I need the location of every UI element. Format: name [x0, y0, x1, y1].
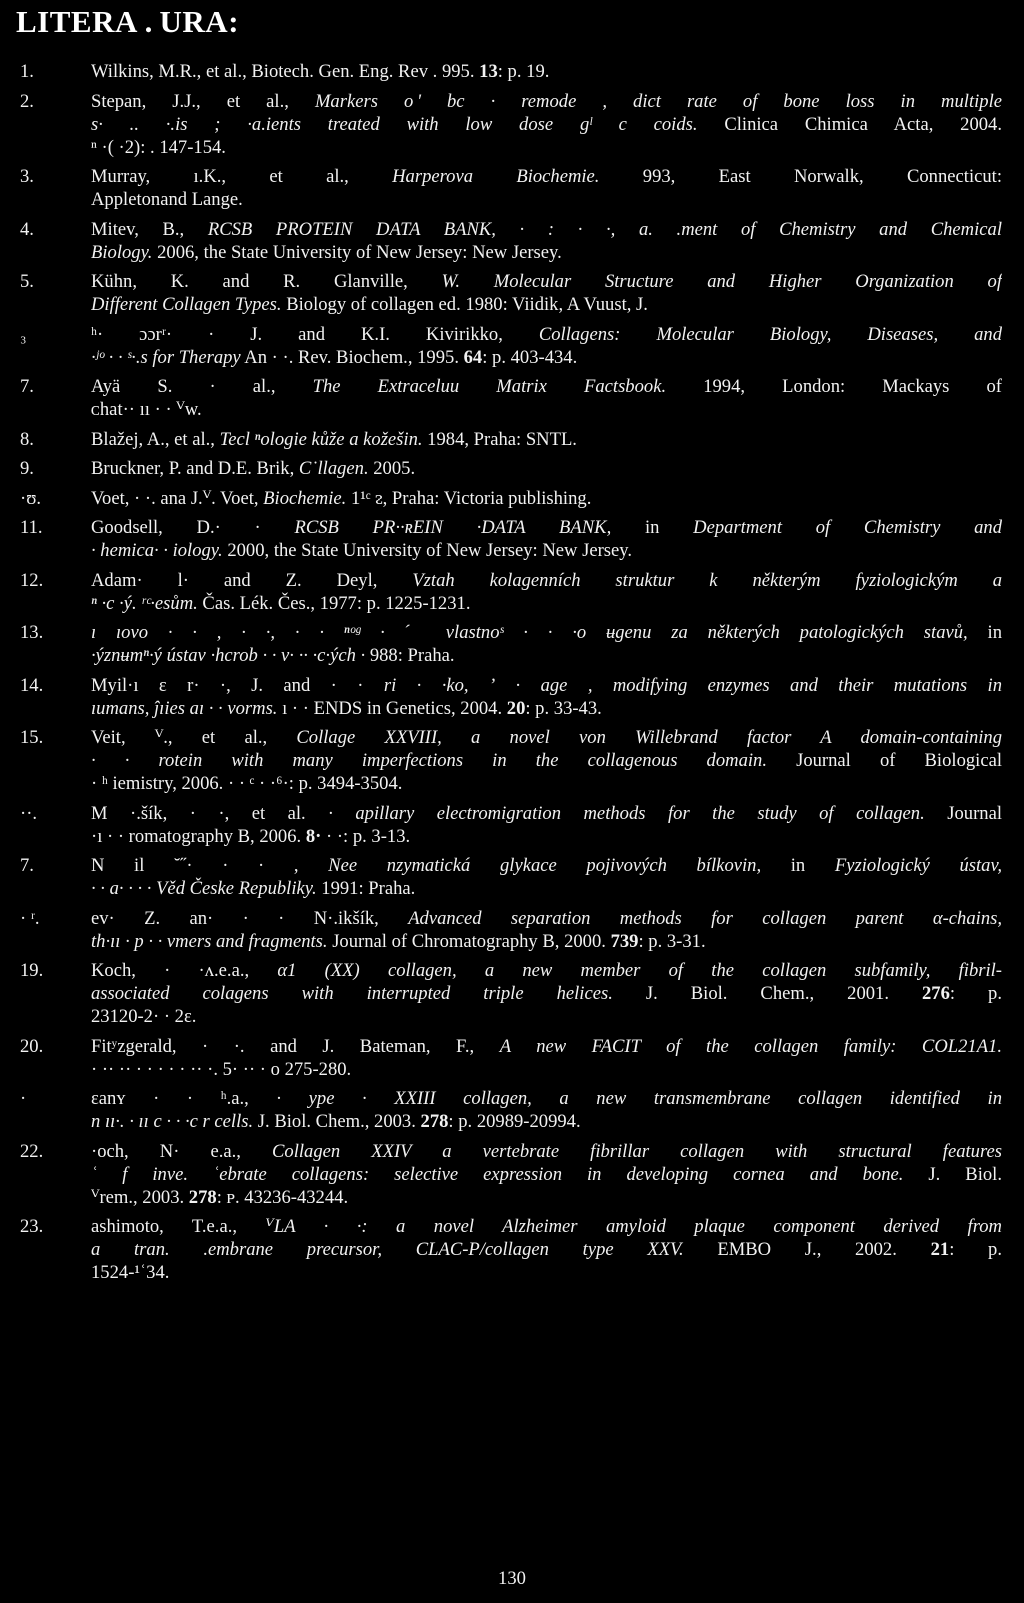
reference-item: [0, 1035, 1024, 1081]
reference-number: 8.: [20, 428, 34, 450]
reference-line: [91, 674, 1002, 697]
reference-item: [0, 1215, 1024, 1284]
reference-line: [91, 487, 1002, 510]
reference-italic-text: Collagens: Molecular Biology, Diseases, and: [538, 323, 1002, 345]
reference-text: Kühn, K. and R. Glanville,: [91, 271, 442, 292]
reference-text: ᴄhat·· ıı · · ⱽw.: [91, 399, 202, 420]
reference-text: 2005.: [368, 458, 416, 479]
reference-text: in: [967, 622, 1002, 643]
reference-italic-text: · · a· · · · Věd Česke Republiky.: [91, 878, 317, 899]
reference-italic-text: RCSB PR··ʀEIN ·DATA BANK,: [294, 517, 612, 538]
reference-text: 1¹ᶜ ᴤ, Praha: Victoria publishing.: [346, 487, 592, 509]
reference-line: [91, 398, 1002, 421]
reference-italic-text: Collagen XXIV a vertebrate fibrillar collagen with structural features: [272, 1140, 1002, 1162]
reference-number: ·: [20, 1088, 27, 1109]
reference-line: [91, 1238, 1002, 1261]
reference-text: : p. 19.: [497, 61, 550, 82]
reference-list: [0, 60, 1024, 1291]
reference-line: [91, 982, 1002, 1005]
reference-text: : p. 33-43.: [525, 697, 602, 719]
reference-item: [0, 90, 1024, 159]
reference-item: [0, 569, 1024, 615]
reference-italic-text: Markers o ' bc · remode , dict rate of bone loss in multiple: [314, 90, 1002, 112]
reference-line: [91, 644, 1002, 667]
reference-item: [0, 802, 1024, 848]
reference-item: [0, 516, 1024, 562]
reference-text: Journal: [924, 802, 1002, 824]
reference-italic-text: Tecl ⁿologie kůže a kožešin.: [219, 428, 423, 450]
reference-text: : p.: [949, 1239, 1002, 1260]
page-number: 130: [498, 1568, 526, 1589]
reference-italic-text: · ype · XXIII collagen, a new transmembrane collagen identified in: [276, 1088, 1002, 1109]
reference-text: Stepan, J.J., et al.,: [91, 90, 315, 112]
reference-text: : p. 403-434.: [482, 346, 578, 368]
reference-text: in: [611, 517, 694, 538]
reference-text: ·ı · · romatography B, 2006.: [91, 825, 306, 847]
reference-item: [0, 457, 1024, 480]
reference-line: [91, 270, 1002, 293]
reference-line: [91, 621, 1002, 644]
reference-text: 988: Praha.: [365, 645, 455, 666]
reference-text: Bruckner, P. and D.E. Brik,: [91, 458, 299, 479]
reference-volume: 64: [463, 346, 483, 368]
reference-item: [0, 854, 1024, 900]
reference-volume: 21: [930, 1239, 950, 1260]
reference-line: [91, 1110, 1002, 1133]
reference-line: [91, 1087, 1002, 1110]
reference-line: [91, 346, 1002, 369]
reference-text: ev· Z. an· · · N·.ikšík,: [91, 907, 409, 929]
reference-text: Voet, · ·. ana J.ⱽ. Voet,: [91, 487, 264, 509]
reference-italic-text: Vztah kolagenních struktur k některým fyziologickým a: [412, 569, 1002, 591]
reference-volume: 278: [188, 1186, 217, 1208]
reference-item: [0, 907, 1024, 953]
reference-line: [91, 907, 1002, 930]
reference-italic-text: The Extraceluu Matrix Factsbook.: [312, 376, 667, 397]
reference-number: 23.: [20, 1216, 44, 1237]
reference-text: ı · · ENDS in Genetics, 2004.: [277, 697, 507, 719]
reference-italic-text: A new FACIT of the collagen family: COL21A1.: [499, 1035, 1002, 1057]
reference-line: [91, 930, 1002, 953]
reference-italic-text: C˙llagen.: [298, 458, 369, 479]
reference-italic-text: · apillary electromigration methods for the study of collagen.: [328, 802, 925, 824]
reference-number: ·ʊ.: [20, 487, 42, 509]
reference-item: [0, 218, 1024, 264]
reference-text: Appletonand Lange.: [91, 189, 243, 210]
reference-text: 993, East Norwalk, Connecticut:: [599, 166, 1002, 187]
reference-line: [91, 877, 1002, 900]
reference-line: [91, 539, 1002, 562]
reference-number: 20.: [20, 1035, 44, 1057]
reference-line: [91, 516, 1002, 539]
reference-item: [0, 323, 1024, 369]
reference-text: An · ·. Rev. Biochem., 1995.: [240, 346, 464, 368]
reference-number: · ʳ.: [20, 907, 40, 929]
reference-text: 1994, London: Mackays of: [666, 376, 1002, 397]
reference-number: 15.: [20, 727, 44, 748]
reference-number: 9.: [20, 458, 34, 479]
reference-text: J. Biol. Chem., 2003.: [253, 1111, 421, 1132]
reference-text: J. Biol. Chem., 2001.: [612, 983, 922, 1004]
reference-line: [91, 218, 1002, 241]
reference-italic-text: W. Molecular Structure and Higher Organization of: [441, 271, 1002, 292]
reference-text: 1524-¹ʿ34.: [91, 1262, 170, 1283]
reference-line: [91, 1140, 1002, 1163]
reference-text: Journal of Chromatography B, 2000.: [327, 930, 611, 952]
reference-number: 14.: [20, 674, 44, 696]
reference-italic-text: Harperova Biochemie.: [392, 166, 600, 187]
reference-text: : p.: [949, 983, 1002, 1004]
reference-item: [0, 726, 1024, 795]
reference-item: [0, 1140, 1024, 1209]
reference-line: [91, 1215, 1002, 1238]
reference-item: [0, 428, 1024, 451]
reference-italic-text: Fyziologický ústav,: [834, 855, 1002, 876]
reference-number: 7.: [20, 376, 34, 397]
reference-number: ₃: [20, 323, 27, 345]
reference-number: 19.: [20, 960, 44, 981]
reference-text: Murray, ı.K., et al.,: [91, 166, 393, 187]
reference-text: Fitʸzgerald, · ·. and J. Bateman, F.,: [91, 1035, 500, 1057]
reference-line: [91, 375, 1002, 398]
reference-number: 1.: [20, 61, 34, 82]
reference-text: N il ˘˝· · · ,: [91, 855, 329, 876]
reference-line: [91, 188, 1002, 211]
reference-text: · ʰ iemistry, 2006. · · ᶜ · ·⁶·: p. 3494-3504.: [91, 773, 403, 794]
reference-item: [0, 959, 1024, 1028]
reference-line: [91, 428, 1002, 451]
reference-number: 13.: [20, 622, 44, 643]
reference-item: [0, 60, 1024, 83]
reference-italic-text: s· .. ·.is ; ·a.ients treated with low dose gˡ c coids.: [91, 113, 698, 135]
reference-line: [91, 60, 1002, 83]
reference-text: 2000, the State University of New Jersey: New Jersey.: [222, 540, 632, 561]
reference-italic-text: ⱽLA · ·: a novel Alzheimer amyloid plaque component derived from: [265, 1216, 1002, 1237]
reference-text: : p. 3-31.: [638, 930, 706, 952]
reference-number: 4.: [20, 218, 34, 240]
reference-number: 3.: [20, 166, 34, 187]
reference-italic-text: Advanced separation methods for collagen parent α-chains,: [408, 907, 1002, 929]
reference-text: Journal of Biological: [766, 750, 1002, 771]
reference-text: ɛanʏ · · ʰ.a.,: [91, 1088, 277, 1109]
reference-line: [91, 241, 1002, 264]
reference-line: [91, 293, 1002, 316]
reference-text: ⱽrem., 2003.: [91, 1186, 189, 1208]
reference-volume: 739: [610, 930, 639, 952]
reference-item: [0, 621, 1024, 667]
reference-italic-text: ı ıovo · · , · ·, · · ⁿᵒᵍ · ˊ vlastnoˢ · · ·o ʉgenu za některých patologických stavů,: [91, 622, 968, 643]
reference-text: : p. 20989-20994.: [448, 1111, 581, 1132]
reference-italic-text: · hemica· · iology.: [91, 540, 223, 561]
reference-italic-text: ri · ·ko, ʼ · age , modifying enzymes and their mutations in: [383, 674, 1002, 696]
reference-line: [91, 1163, 1002, 1186]
reference-text: Veit, ⱽ., et al.,: [91, 727, 297, 748]
reference-volume: 8·: [305, 825, 322, 847]
reference-text: : ᴩ. 43236-43244.: [216, 1186, 349, 1208]
reference-text: ashimoto, T.e.a.,: [91, 1216, 266, 1237]
reference-line: [91, 592, 1002, 615]
reference-line: [91, 749, 1002, 772]
reference-text: · ·· ·· · · · · · ·· ·. 5· ·· · ο 275-280.: [91, 1058, 352, 1080]
reference-item: [0, 1087, 1024, 1133]
reference-italic-text: associated colagens with interrupted triple helices.: [91, 983, 613, 1004]
reference-text: Adam· l· and Z. Deyl,: [91, 569, 413, 591]
reference-text: EMBO J., 2002.: [683, 1239, 931, 1260]
reference-italic-text: α1 (XX) collagen, a new member of the collagen subfamily, fibril-: [277, 960, 1002, 981]
reference-line: [91, 825, 1002, 848]
reference-line: [91, 697, 1002, 720]
reference-italic-text: Collage XXVIII, a novel von Willebrand factor A domain-containing: [296, 727, 1002, 748]
reference-italic-text: Biology.: [91, 241, 153, 263]
reference-text: Koch, · ·ʌ.e.a.,: [91, 960, 278, 981]
reference-text: Biology of collagen ed. 1980: Viidik, A Vuust, J.: [281, 294, 648, 315]
reference-italic-text: ʿ f inve. ʿebrate collagens: selective expression in developing cornea and bone.: [91, 1163, 904, 1185]
reference-line: [91, 726, 1002, 749]
reference-line: [91, 90, 1002, 113]
reference-volume: 20: [506, 697, 526, 719]
reference-item: [0, 375, 1024, 421]
reference-italic-text: ·ýznʉmⁿ·ý ústav ·hcrob · · v· ·· ·c·ých ·: [91, 645, 366, 666]
reference-item: [0, 674, 1024, 720]
reference-text: Wilkins, M.R., et al., Biotech. Gen. Eng. Rev: [91, 61, 428, 82]
reference-italic-text: Department of Chemistry and: [693, 517, 1002, 538]
reference-item: [0, 270, 1024, 316]
reference-volume: 278: [420, 1111, 449, 1132]
reference-italic-text: ·ʲᵒ · · ˢ·.s for Therapy: [91, 346, 241, 368]
reference-line: [91, 569, 1002, 592]
page-heading: LITERA . URA:: [16, 4, 240, 39]
reference-number: 22.: [20, 1140, 44, 1162]
reference-line: [91, 323, 1002, 346]
reference-line: [91, 1005, 1002, 1028]
reference-text: ʰ· ɔɔrʳ· · J. and K.I. Kivirikko,: [91, 323, 539, 345]
reference-line: [91, 1186, 1002, 1209]
reference-text: ⁿ ·( ·2): . 147-154.: [91, 136, 226, 158]
reference-number: 12.: [20, 569, 44, 591]
reference-text: J. Biol.: [903, 1163, 1002, 1185]
reference-line: [91, 165, 1002, 188]
reference-italic-text: ıumans, ĵıies aı · · vorms.: [91, 697, 278, 719]
reference-italic-text: th·ıı · p · · vmers and fragments.: [91, 930, 328, 952]
reference-text: Čas. Lék. Čes., 1977: p. 1225-1231.: [197, 592, 471, 614]
reference-text: Clinica Chimica Acta, 2004.: [697, 113, 1002, 135]
reference-number: 5.: [20, 271, 34, 292]
reference-text: 2006, the State University of New Jersey: New Jersey.: [152, 241, 562, 263]
reference-line: [91, 959, 1002, 982]
reference-item: [0, 165, 1024, 211]
reference-italic-text: · · rotein with many imperfections in the collagenous domain.: [91, 750, 767, 771]
reference-line: [91, 1261, 1002, 1284]
reference-italic-text: Nee nzymatická glykace pojivových bílkovin,: [328, 855, 762, 876]
reference-line: [91, 854, 1002, 877]
reference-italic-text: n ıı·. · ıı c · · ·c r cells.: [91, 1111, 254, 1132]
reference-text: Ayä S. · al.,: [91, 376, 313, 397]
reference-number: 2.: [20, 90, 34, 112]
reference-volume: 13: [479, 61, 498, 82]
reference-line: [91, 113, 1002, 136]
reference-line: [91, 772, 1002, 795]
reference-text: 23120-2· · 2ɛ.: [91, 1006, 197, 1027]
reference-text: in: [761, 855, 835, 876]
reference-text: . 995.: [428, 61, 480, 82]
reference-text: 1991: Praha.: [316, 878, 416, 899]
reference-text: M ·.šík, · ·, et al.: [91, 802, 329, 824]
reference-text: Mitev, B.,: [91, 218, 208, 240]
reference-text: ·och, N· e.a.,: [91, 1140, 273, 1162]
reference-text: · ·: p. 3-13.: [321, 825, 411, 847]
reference-text: Myil·ı ɛ r· ·, J. and · ·: [91, 674, 384, 696]
reference-volume: 276: [921, 983, 950, 1004]
reference-text: Blažej, A., et al.,: [91, 428, 220, 450]
reference-item: [0, 487, 1024, 510]
reference-italic-text: Biochemie.: [263, 487, 347, 509]
reference-number: 7.: [20, 855, 34, 876]
reference-number: ··.: [20, 802, 38, 824]
reference-line: [91, 1058, 1002, 1081]
reference-line: [91, 136, 1002, 159]
reference-text: 1984, Praha: SNTL.: [422, 428, 577, 450]
reference-italic-text: Different Collagen Types.: [91, 294, 282, 315]
reference-number: 11.: [20, 517, 43, 538]
reference-line: [91, 1035, 1002, 1058]
reference-italic-text: RCSB PROTEIN DATA BANK, · : · ·, a. .ment of Chemistry and Chemical: [207, 218, 1002, 240]
reference-line: [91, 802, 1002, 825]
reference-italic-text: a tran. .embrane precursor, CLAC-P/collagen type XXV.: [91, 1239, 684, 1260]
reference-line: [91, 457, 1002, 480]
reference-text: Goodsell, D.· ·: [91, 517, 295, 538]
reference-italic-text: ⁿ ·c ·ý. ʳᶜ·esům.: [91, 592, 198, 614]
